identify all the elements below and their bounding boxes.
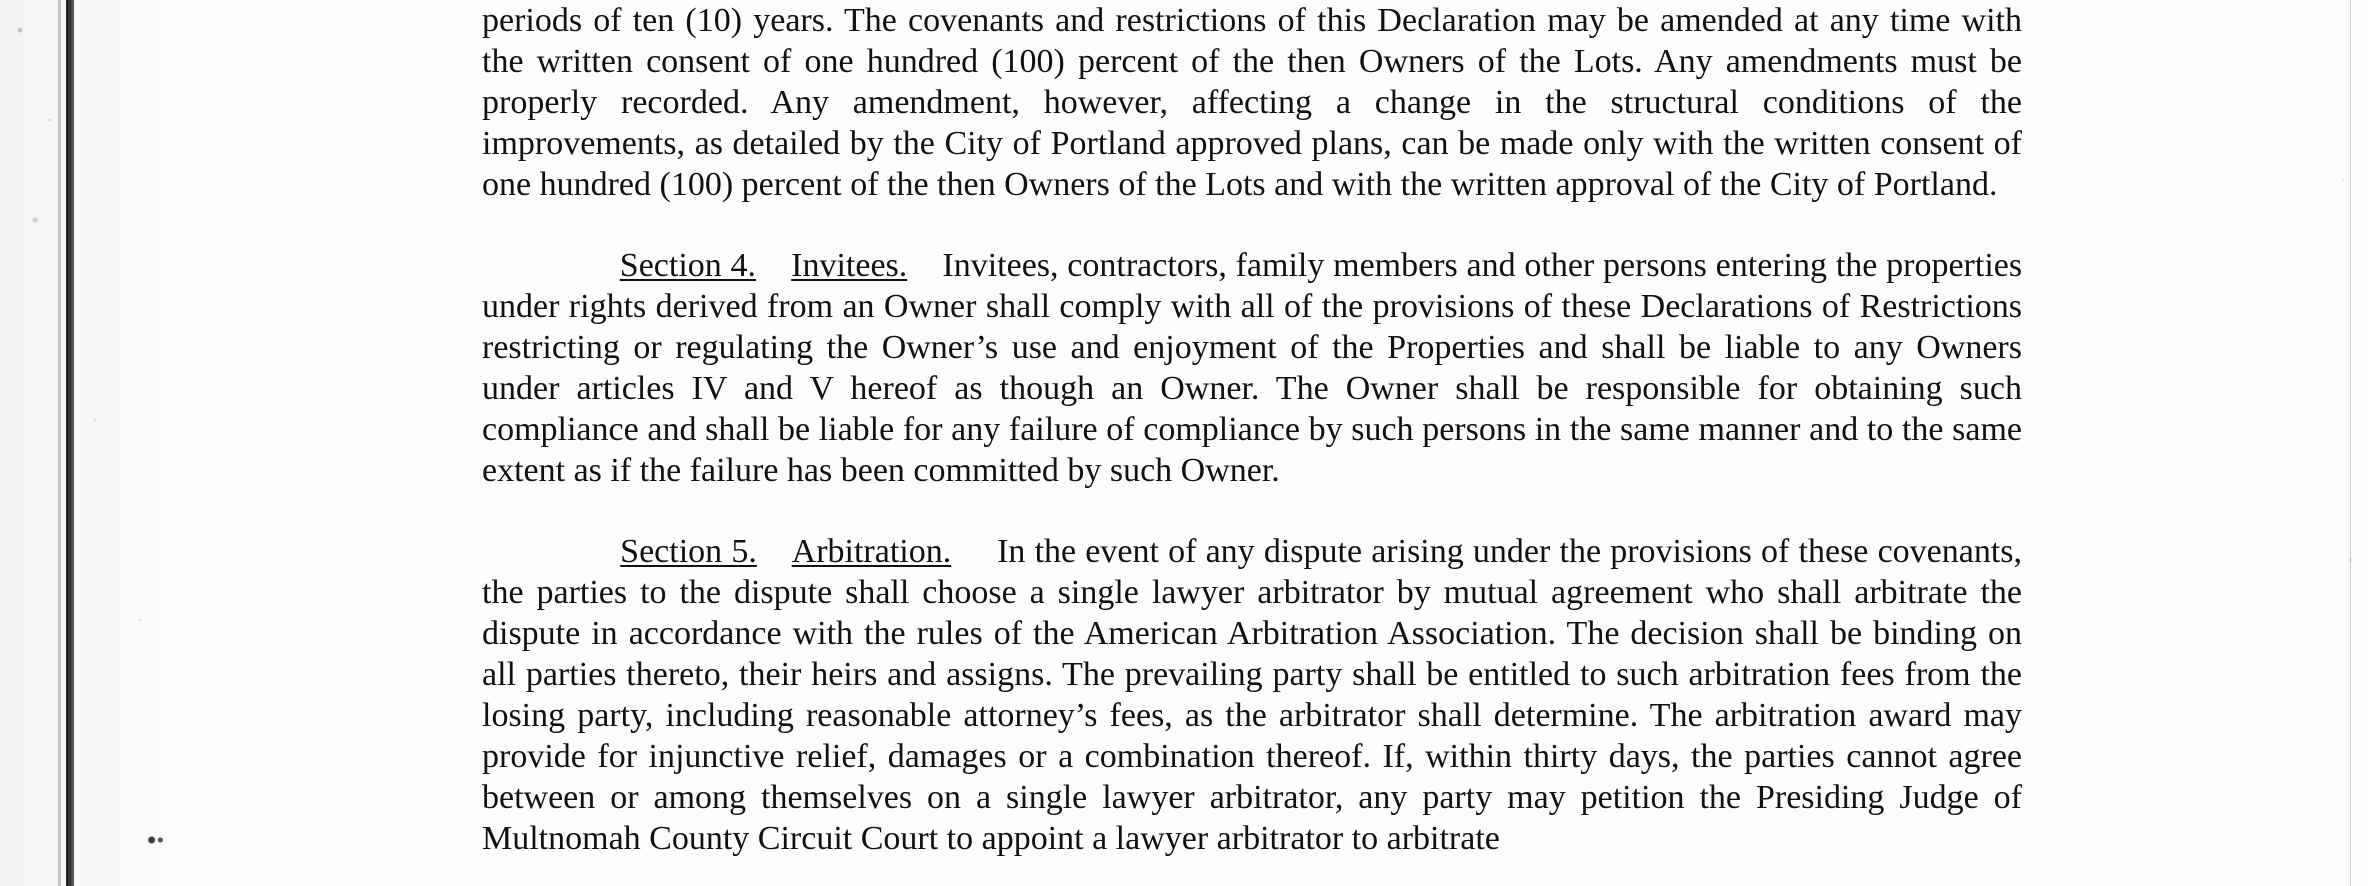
binding-shadow — [58, 0, 61, 886]
binding-bar — [66, 0, 74, 886]
paragraph-section-5 — [482, 531, 2022, 859]
paragraph-text: Invitees, contractors, family members and other persons entering the properties under rights derived from an Owner shall comply with all of the provisions of these Declarations of Restrictions restricting or regulating the Owner’s use and enjoyment of the Properties and shall be liable to any Owners under articles IV and V hereof as though an Owner. The Owner shall be responsible for obtaining such compliance and shall be liable for any failure of compliance by such persons in the same manner and to the same extent as if the failure has been committed by such Owner. — [482, 247, 2023, 489]
scan-edge-right — [2308, 0, 2368, 886]
paragraph-section-4 — [482, 245, 2022, 491]
scan-speck — [145, 835, 167, 845]
paragraph-gap — [482, 205, 2022, 245]
section-title: Arbitration. — [791, 533, 952, 570]
section-title: Invitees. — [791, 247, 908, 284]
paragraph-amendments — [482, 0, 2022, 205]
document-body — [482, 0, 2022, 859]
paragraph-gap — [482, 491, 2022, 531]
paragraph-text: In the event of any dispute arising under the provisions of these covenants, the parties to the dispute shall choose a single lawyer arbitrator by mutual agreement who shall arbitrate the dispute in accordance with the rules of the American Arbitration Association. The decision shall be binding on all parties thereto, their heirs and assigns. The prevailing party shall be entitled to such arbitration fees from the losing party, including reasonable attorney’s fees, as the arbitrator shall determine. The arbitration award may provide for injunctive relief, damages or a combination thereof. If, within thirty days, the parties cannot agree between or among themselves on a single lawyer arbitrator, any party may petition the Presiding Judge of Multnomah County Circuit Court to appoint a lawyer arbitrator to arbitrate — [482, 533, 2023, 857]
scan-edge-left — [0, 0, 190, 886]
paragraph-text: periods of ten (10) years. The covenants and restrictions of this Declaration may be amended at any time with the written consent of one hundred (100) percent of the then Owners of the Lots. Any amendments must be properly recorded. Any amendment, however, affecting a change in the structural conditions of the improvements, as detailed by the City of Portland approved plans, can be made only with the written consent of one hundred (100) percent of the then Owners of the Lots and with the written approval of the City of Portland. — [482, 2, 2022, 203]
section-label: Section 4. — [619, 247, 757, 284]
section-label: Section 5. — [620, 533, 757, 570]
